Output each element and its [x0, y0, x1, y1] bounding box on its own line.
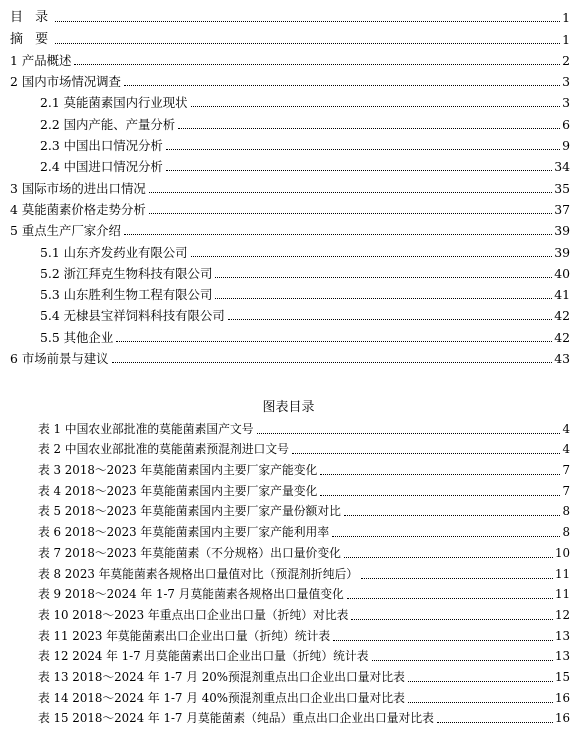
figure-entry[interactable] — [0, 664, 577, 685]
toc-entry[interactable] — [0, 68, 577, 89]
figure-entry-label: 表 8 2023 年莫能菌素各规格出口量值对比（预混剂折纯后） — [38, 566, 359, 581]
figure-entry-page: 11 — [554, 587, 570, 602]
toc-entry[interactable] — [0, 47, 577, 68]
dot-leader — [347, 598, 553, 599]
toc-entry-page: 2 — [562, 52, 570, 68]
toc-entry-page: 42 — [554, 329, 570, 345]
figure-entry-label: 表 13 2018～2024 年 1-7 月 20%预混剂重点出口企业出口量对比表 — [38, 669, 405, 684]
toc-entry-label: 2.4 中国进口情况分析 — [40, 159, 163, 175]
figure-entry[interactable] — [0, 540, 577, 561]
toc-entry[interactable] — [0, 260, 577, 281]
dot-leader — [351, 619, 553, 620]
figure-entry-label: 表 9 2018～2024 年 1-7 月莫能菌素各规格出口量值变化 — [38, 587, 344, 602]
figure-entry-label: 表 14 2018～2024 年 1-7 月 40%预混剂重点出口企业出口量对比表 — [38, 690, 405, 705]
dot-leader — [55, 43, 560, 44]
toc-entry-page: 41 — [554, 287, 570, 303]
toc-entry-label: 5.5 其他企业 — [40, 329, 114, 345]
toc-entry-page: 34 — [554, 159, 570, 175]
figure-entry-label: 表 5 2018～2023 年莫能菌素国内主要厂家产量份额对比 — [38, 504, 341, 519]
toc-entry-page: 6 — [562, 116, 570, 132]
toc-entry[interactable] — [0, 345, 577, 366]
toc-entry-label: 目 录 — [10, 10, 53, 26]
dot-leader — [344, 515, 561, 516]
figure-entry-page: 15 — [554, 669, 570, 684]
toc-entry-label: 2.1 莫能菌素国内行业现状 — [40, 95, 188, 111]
toc-entry-label: 5.4 无棣县宝祥饲料科技有限公司 — [40, 308, 225, 324]
dot-leader — [408, 681, 553, 682]
toc-entry-label: 1 产品概述 — [10, 52, 72, 68]
dot-leader — [55, 21, 560, 22]
toc-entry-page: 43 — [554, 351, 570, 367]
toc-entry[interactable] — [0, 302, 577, 323]
toc-entry[interactable] — [0, 323, 577, 344]
figure-entry-label: 表 4 2018～2023 年莫能菌素国内主要厂家产量变化 — [38, 483, 318, 498]
toc-entry-page: 37 — [554, 201, 570, 217]
table-of-contents — [0, 4, 577, 366]
figure-entry[interactable] — [0, 623, 577, 644]
dot-leader — [228, 319, 552, 320]
figure-entry-label: 表 11 2023 年莫能菌素出口企业出口量（折纯）统计表 — [38, 628, 331, 643]
figure-entry-page: 4 — [562, 421, 570, 436]
dot-leader — [178, 128, 560, 129]
toc-entry-label: 3 国际市场的进出口情况 — [10, 180, 146, 196]
figure-entry[interactable] — [0, 582, 577, 603]
dot-leader — [372, 660, 553, 661]
dot-leader — [74, 64, 560, 65]
toc-entry[interactable] — [0, 89, 577, 110]
figures-list — [0, 416, 577, 726]
figure-entry-page: 13 — [554, 649, 570, 664]
toc-entry-label: 5.1 山东齐发药业有限公司 — [40, 244, 188, 260]
dot-leader — [257, 433, 561, 434]
toc-entry-page: 3 — [562, 95, 570, 111]
dot-leader — [166, 149, 560, 150]
toc-entry-page: 1 — [562, 31, 570, 47]
toc-entry-label: 摘 要 — [10, 31, 53, 47]
dot-leader — [149, 213, 552, 214]
figure-entry-label: 表 15 2018～2024 年 1-7 月莫能菌素（纯品）重点出口企业出口量对比表 — [38, 711, 434, 726]
dot-leader — [166, 170, 552, 171]
dot-leader — [437, 722, 553, 723]
figure-entry[interactable] — [0, 561, 577, 582]
figure-entry-label: 表 3 2018～2023 年莫能菌素国内主要厂家产能变化 — [38, 463, 318, 478]
dot-leader — [215, 277, 552, 278]
toc-entry[interactable] — [0, 132, 577, 153]
figure-entry[interactable] — [0, 685, 577, 706]
toc-entry-label: 6 市场前景与建议 — [10, 351, 109, 367]
dot-leader — [124, 85, 560, 86]
dot-leader — [124, 234, 552, 235]
toc-entry-label: 4 莫能菌素价格走势分析 — [10, 201, 146, 217]
toc-entry-page: 3 — [562, 74, 570, 90]
figure-entry[interactable] — [0, 499, 577, 520]
figure-entry[interactable] — [0, 478, 577, 499]
toc-entry[interactable] — [0, 174, 577, 195]
figures-list-title: 图表目录 — [262, 400, 315, 415]
toc-entry-page: 1 — [562, 10, 570, 26]
figure-entry-page: 13 — [554, 628, 570, 643]
toc-entry[interactable] — [0, 238, 577, 259]
figure-entry-page: 10 — [554, 545, 570, 560]
toc-entry[interactable] — [0, 110, 577, 131]
dot-leader — [320, 474, 560, 475]
dot-leader — [332, 536, 560, 537]
toc-entry-page: 39 — [554, 244, 570, 260]
toc-entry[interactable] — [0, 4, 577, 25]
dot-leader — [191, 256, 553, 257]
toc-entry-label: 5.2 浙江拜克生物科技有限公司 — [40, 265, 213, 281]
figure-entry-page: 12 — [554, 607, 570, 622]
toc-entry-label: 2.3 中国出口情况分析 — [40, 138, 163, 154]
figure-entry-page: 16 — [554, 690, 570, 705]
figure-entry[interactable] — [0, 457, 577, 478]
figure-entry-label: 表 7 2018～2023 年莫能菌素（不分规格）出口量价变化 — [38, 545, 341, 560]
figure-entry-label: 表 1 中国农业部批准的莫能菌素国产文号 — [38, 421, 254, 436]
toc-entry[interactable] — [0, 217, 577, 238]
toc-entry-page: 42 — [554, 308, 570, 324]
toc-entry-label: 5.3 山东胜利生物工程有限公司 — [40, 287, 213, 303]
toc-entry-label: 2.2 国内产能、产量分析 — [40, 116, 176, 132]
figure-entry[interactable] — [0, 437, 577, 458]
dot-leader — [112, 362, 553, 363]
dot-leader — [191, 106, 561, 107]
toc-entry-label: 5 重点生产厂家介绍 — [10, 223, 121, 239]
toc-entry-page: 40 — [554, 265, 570, 281]
dot-leader — [149, 192, 552, 193]
figure-entry-page: 7 — [562, 483, 570, 498]
figure-entry[interactable] — [0, 706, 577, 727]
toc-entry-page: 39 — [554, 223, 570, 239]
figure-entry[interactable] — [0, 602, 577, 623]
dot-leader — [215, 298, 552, 299]
toc-entry-page: 9 — [562, 138, 570, 154]
figure-entry[interactable] — [0, 644, 577, 665]
figure-entry[interactable] — [0, 416, 577, 437]
toc-entry[interactable] — [0, 196, 577, 217]
figure-entry-page: 4 — [562, 442, 570, 457]
figure-entry-page: 8 — [562, 525, 570, 540]
toc-entry[interactable] — [0, 25, 577, 46]
figure-entry-label: 表 2 中国农业部批准的莫能菌素预混剂进口文号 — [38, 442, 289, 457]
figure-entry-page: 11 — [554, 566, 570, 581]
toc-entry[interactable] — [0, 153, 577, 174]
dot-leader — [344, 557, 553, 558]
figure-entry-page: 16 — [554, 711, 570, 726]
dot-leader — [116, 341, 552, 342]
toc-entry-page: 35 — [554, 180, 570, 196]
dot-leader — [320, 495, 560, 496]
figure-entry-label: 表 12 2024 年 1-7 月莫能菌素出口企业出口量（折纯）统计表 — [38, 649, 369, 664]
toc-entry[interactable] — [0, 281, 577, 302]
toc-entry-label: 2 国内市场情况调查 — [10, 74, 121, 90]
figure-entry-label: 表 6 2018～2023 年莫能菌素国内主要厂家产能利用率 — [38, 525, 330, 540]
dot-leader — [292, 453, 561, 454]
dot-leader — [333, 640, 553, 641]
figure-entry-label: 表 10 2018～2023 年重点出口企业出口量（折纯）对比表 — [38, 607, 349, 622]
figure-entry[interactable] — [0, 519, 577, 540]
figure-entry-page: 8 — [562, 504, 570, 519]
figure-entry-page: 7 — [562, 463, 570, 478]
dot-leader — [408, 702, 553, 703]
dot-leader — [361, 578, 553, 579]
